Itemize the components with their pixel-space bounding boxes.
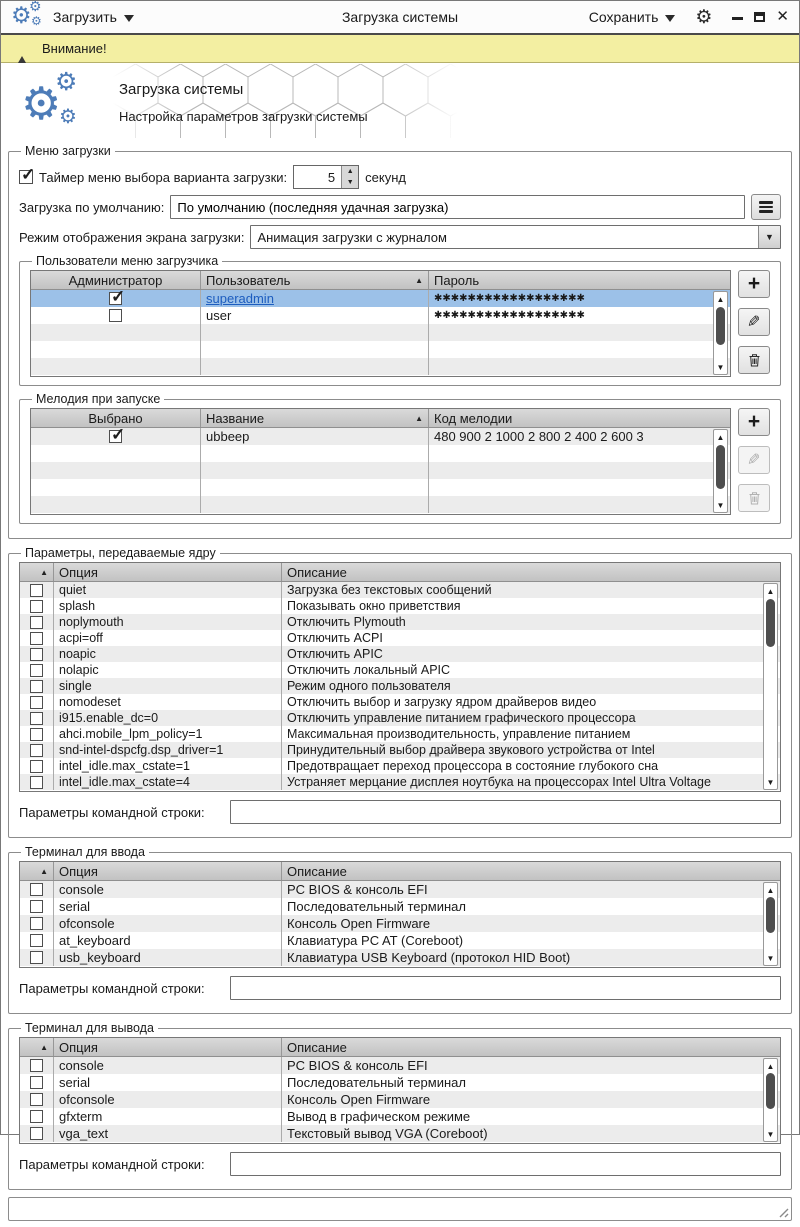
option-checkbox[interactable] [30,744,43,757]
password-cell: ✱✱✱✱✱✱✱✱✱✱✱✱✱✱✱✱✱✱ [434,293,585,304]
option-cell: i915.enable_dc=0 [54,710,282,726]
description-cell: Текстовый вывод VGA (Coreboot) [287,1126,488,1141]
admin-checkbox[interactable] [109,292,122,305]
users-table [30,270,731,377]
scroll-down-icon[interactable] [764,1128,777,1140]
vertical-scrollbar[interactable] [713,429,728,513]
description-cell: Отключить выбор и загрузку ядром драйверов видео [287,695,597,709]
option-checkbox[interactable] [30,696,43,709]
table-row[interactable] [20,710,780,726]
display-mode-label: Режим отображения экрана загрузки: [19,229,245,245]
table-row[interactable] [20,898,780,915]
table-row[interactable] [20,582,780,598]
scroll-up-icon[interactable] [714,431,727,443]
main-content [1,141,799,1227]
option-cell: quiet [54,582,282,598]
col-checked[interactable]: Выбрано [31,409,201,427]
terminal-input-legend: Терминал для ввода [25,845,145,859]
hamburger-icon [759,201,773,213]
table-row [31,479,730,496]
vertical-scrollbar[interactable] [713,291,728,375]
timer-checkbox[interactable] [19,170,33,184]
description-cell: Последовательный терминал [287,1075,466,1090]
option-checkbox[interactable] [30,1059,43,1072]
option-cell: ahci.mobile_lpm_policy=1 [54,726,282,742]
users-table-header [31,271,730,290]
default-boot-label: Загрузка по умолчанию: [19,199,165,215]
melody-name-cell: ubbeep [201,428,429,445]
user-name-link[interactable]: superadmin [206,291,274,306]
description-cell: Принудительный выбор драйвера звукового устройства от Intel [287,743,655,757]
table-row[interactable] [20,1091,780,1108]
option-cell: noapic [54,646,282,662]
delete-user-button[interactable] [738,346,770,374]
description-cell: Устраняет мерцание дисплея ноутбука на процессорах Intel Ultra Voltage [287,775,711,789]
col-code[interactable]: Код мелодии [434,410,513,426]
scroll-up-icon[interactable] [764,884,777,896]
page-subtitle: Настройка параметров загрузки системы [119,109,368,124]
option-cell: intel_idle.max_cstate=4 [54,774,282,790]
close-icon[interactable] [776,8,789,26]
table-row [31,358,730,375]
cmdline-label: Параметры командной строки: [19,980,205,996]
load-menu-button[interactable] [47,5,140,30]
option-checkbox[interactable] [30,934,43,947]
table-row[interactable] [20,630,780,646]
pencil-icon [747,312,760,332]
option-checkbox[interactable] [30,1110,43,1123]
description-cell: Клавиатура PC AT (Coreboot) [287,933,464,948]
col-checkbox-sort[interactable] [20,1038,54,1056]
maximize-icon[interactable] [754,12,765,22]
display-mode-select[interactable] [250,225,781,249]
display-mode-value: Анимация загрузки с журналом [257,230,447,245]
scroll-down-icon[interactable] [764,776,777,788]
option-checkbox[interactable] [30,776,43,789]
table-row[interactable] [20,678,780,694]
add-user-button[interactable] [738,270,770,298]
edit-user-button[interactable] [738,308,770,336]
terminal-input-cmdline-input[interactable] [230,976,781,1000]
melody-checkbox[interactable] [109,430,122,443]
option-cell: nolapic [54,662,282,678]
col-option[interactable]: Опция [54,563,282,581]
option-cell: nomodeset [54,694,282,710]
description-cell: Консоль Open Firmware [287,1092,431,1107]
option-cell: at_keyboard [54,932,282,949]
option-cell: noplymouth [54,614,282,630]
col-description[interactable]: Описание [287,863,347,879]
save-menu-label: Сохранить [588,9,659,25]
trash-icon [748,491,761,505]
timer-unit-label: секунд [365,169,406,185]
warning-banner [1,33,799,63]
option-checkbox[interactable] [30,900,43,913]
table-header [20,862,780,881]
boot-users-legend: Пользователи меню загрузчика [36,254,219,268]
option-cell: gfxterm [54,1108,282,1125]
default-boot-input[interactable] [170,195,745,219]
description-cell: Отключить APIC [287,647,383,661]
page-header [1,63,799,141]
table-row[interactable] [20,881,780,898]
scrollbar-thumb[interactable] [716,307,725,345]
description-cell: Загрузка без текстовых сообщений [287,583,492,597]
spinner-down-icon[interactable] [342,177,358,188]
table-row[interactable] [20,598,780,614]
user-name-cell: user [201,307,429,324]
col-checkbox-sort[interactable] [20,563,54,581]
warning-icon: ! [11,39,33,58]
option-checkbox[interactable] [30,600,43,613]
table-row[interactable] [20,774,780,790]
col-description[interactable]: Описание [287,1039,347,1055]
option-cell: splash [54,598,282,614]
scroll-down-icon[interactable] [764,952,777,964]
boot-menu-group [8,144,792,539]
description-cell: Отключить управление питанием графического процессора [287,711,636,725]
description-cell: Последовательный терминал [287,899,466,914]
chevron-down-icon[interactable] [758,226,780,248]
table-row [31,341,730,358]
terminal-output-legend: Терминал для вывода [25,1021,154,1035]
option-cell: ofconsole [54,1091,282,1108]
edit-melody-button [738,446,770,474]
option-checkbox[interactable] [30,1127,43,1140]
description-cell: Режим одного пользователя [287,679,451,693]
table-row[interactable] [31,428,730,445]
option-checkbox[interactable] [30,712,43,725]
minimize-icon[interactable] [732,17,743,20]
table-row[interactable] [20,694,780,710]
table-row [31,496,730,513]
cmdline-label: Параметры командной строки: [19,1156,205,1172]
melody-table-header [31,409,730,428]
timer-spinner[interactable] [293,165,359,189]
option-checkbox[interactable] [30,917,43,930]
kernel-cmdline-input[interactable] [230,800,781,824]
description-cell: Консоль Open Firmware [287,916,431,931]
table-row[interactable] [20,662,780,678]
table-row [31,324,730,341]
col-admin[interactable]: Администратор [31,271,201,289]
description-cell: Клавиатура USB Keyboard (протокол HID Boot) [287,950,571,965]
kernel-table-header [20,563,780,582]
spinner-up-icon[interactable] [342,166,358,177]
option-cell: console [54,881,282,898]
table-row[interactable] [20,1057,780,1074]
window-title: Загрузка системы [341,9,459,25]
resize-grip-icon[interactable] [778,1207,789,1218]
terminal-input-table [19,861,781,968]
pencil-icon [747,450,760,470]
option-checkbox[interactable] [30,632,43,645]
cmdline-label: Параметры командной строки: [19,804,205,820]
page-title: Загрузка системы [119,81,244,98]
load-menu-label: Загрузить [53,9,117,25]
table-row[interactable] [20,915,780,932]
description-cell: Предотвращает переход процессора в состояние глубокого сна [287,759,659,773]
table-row [31,462,730,479]
table-row[interactable] [20,949,780,966]
scrollbar-thumb[interactable] [766,599,775,647]
option-checkbox[interactable] [30,951,43,964]
description-cell: Максимальная производительность, управление питанием [287,727,631,741]
scroll-up-icon[interactable] [714,293,727,305]
table-row[interactable] [20,646,780,662]
description-cell: Отключить Plymouth [287,615,406,629]
settings-gear-icon[interactable]: ⚙ [695,6,713,28]
option-checkbox[interactable] [30,728,43,741]
plus-icon [748,410,760,434]
vertical-scrollbar[interactable] [763,583,778,790]
option-cell: single [54,678,282,694]
kernel-params-legend: Параметры, передаваемые ядру [25,546,216,560]
plus-icon [748,272,760,296]
option-cell: intel_idle.max_cstate=1 [54,758,282,774]
terminal-output-table [19,1037,781,1144]
table-header [20,1038,780,1057]
option-cell: serial [54,898,282,915]
scroll-up-icon[interactable] [764,1060,777,1072]
add-melody-button[interactable] [738,408,770,436]
password-cell: ✱✱✱✱✱✱✱✱✱✱✱✱✱✱✱✱✱✱ [434,310,585,321]
table-row[interactable] [20,1125,780,1142]
col-description[interactable]: Описание [287,564,347,580]
description-cell: Отключить ACPI [287,631,383,645]
description-cell: Отключить локальный APIC [287,663,451,677]
delete-melody-button [738,484,770,512]
status-bar [8,1197,792,1221]
option-cell: serial [54,1074,282,1091]
option-checkbox[interactable] [30,1076,43,1089]
description-cell: Вывод в графическом режиме [287,1109,471,1124]
col-checkbox-sort[interactable] [20,862,54,880]
option-cell: vga_text [54,1125,282,1142]
table-row[interactable] [20,932,780,949]
vertical-scrollbar[interactable] [763,882,778,966]
table-row[interactable] [20,758,780,774]
table-row[interactable] [20,742,780,758]
terminal-input-group [8,845,792,1014]
option-cell: usb_keyboard [54,949,282,966]
option-checkbox[interactable] [30,648,43,661]
app-logo-gears-icon: ⚙ ⚙ ⚙ [11,0,42,28]
chevron-down-icon [124,15,134,27]
warning-text: Внимание! [42,41,107,56]
boot-users-group [19,254,781,386]
trash-icon [748,353,761,367]
col-password[interactable]: Пароль [434,272,480,288]
scroll-up-icon[interactable] [764,585,777,597]
table-row[interactable] [31,307,730,324]
timer-label: Таймер меню выбора варианта загрузки: [39,169,288,185]
scrollbar-thumb[interactable] [716,445,725,489]
startup-melody-group [19,392,781,524]
table-row[interactable] [20,614,780,630]
header-gears-icon: ⚙ ⚙ ⚙ [21,68,78,129]
col-option[interactable]: Опция [54,862,282,880]
hexagon-pattern [113,64,458,138]
col-user[interactable]: Пользователь ▲ [201,271,429,289]
table-row[interactable] [20,1074,780,1091]
option-checkbox[interactable] [30,616,43,629]
description-cell: Показывать окно приветствия [287,599,461,613]
scrollbar-thumb[interactable] [766,897,775,933]
default-boot-menu-button[interactable] [751,194,781,220]
option-checkbox[interactable] [30,1093,43,1106]
timer-value: 5 [327,170,336,185]
option-cell: console [54,1057,282,1074]
melody-table [30,408,731,515]
vertical-scrollbar[interactable] [763,1058,778,1142]
table-row [31,445,730,462]
scroll-down-icon[interactable] [714,499,727,511]
kernel-params-table [19,562,781,792]
toolbar [1,1,799,33]
save-menu-button[interactable] [583,5,682,30]
chevron-down-icon [665,15,675,27]
description-cell: PC BIOS & консоль EFI [287,1058,428,1073]
option-cell: ofconsole [54,915,282,932]
option-checkbox[interactable] [30,760,43,773]
option-checkbox[interactable] [30,584,43,597]
table-row[interactable] [20,1108,780,1125]
option-checkbox[interactable] [30,883,43,896]
col-name[interactable]: Название ▲ [201,409,429,427]
scrollbar-thumb[interactable] [766,1073,775,1109]
option-checkbox[interactable] [30,680,43,693]
description-cell: PC BIOS & консоль EFI [287,882,428,897]
melody-code-cell: 480 900 2 1000 2 800 2 400 2 600 3 [434,429,644,444]
boot-menu-legend: Меню загрузки [25,144,111,158]
option-cell: snd-intel-dspcfg.dsp_driver=1 [54,742,282,758]
table-row[interactable] [20,726,780,742]
col-option[interactable]: Опция [54,1038,282,1056]
admin-checkbox[interactable] [109,309,122,322]
table-row[interactable] [31,290,730,307]
option-checkbox[interactable] [30,664,43,677]
scroll-down-icon[interactable] [714,361,727,373]
option-cell: acpi=off [54,630,282,646]
kernel-params-group [8,546,792,838]
terminal-output-group [8,1021,792,1190]
terminal-output-cmdline-input[interactable] [230,1152,781,1176]
startup-melody-legend: Мелодия при запуске [36,392,161,406]
